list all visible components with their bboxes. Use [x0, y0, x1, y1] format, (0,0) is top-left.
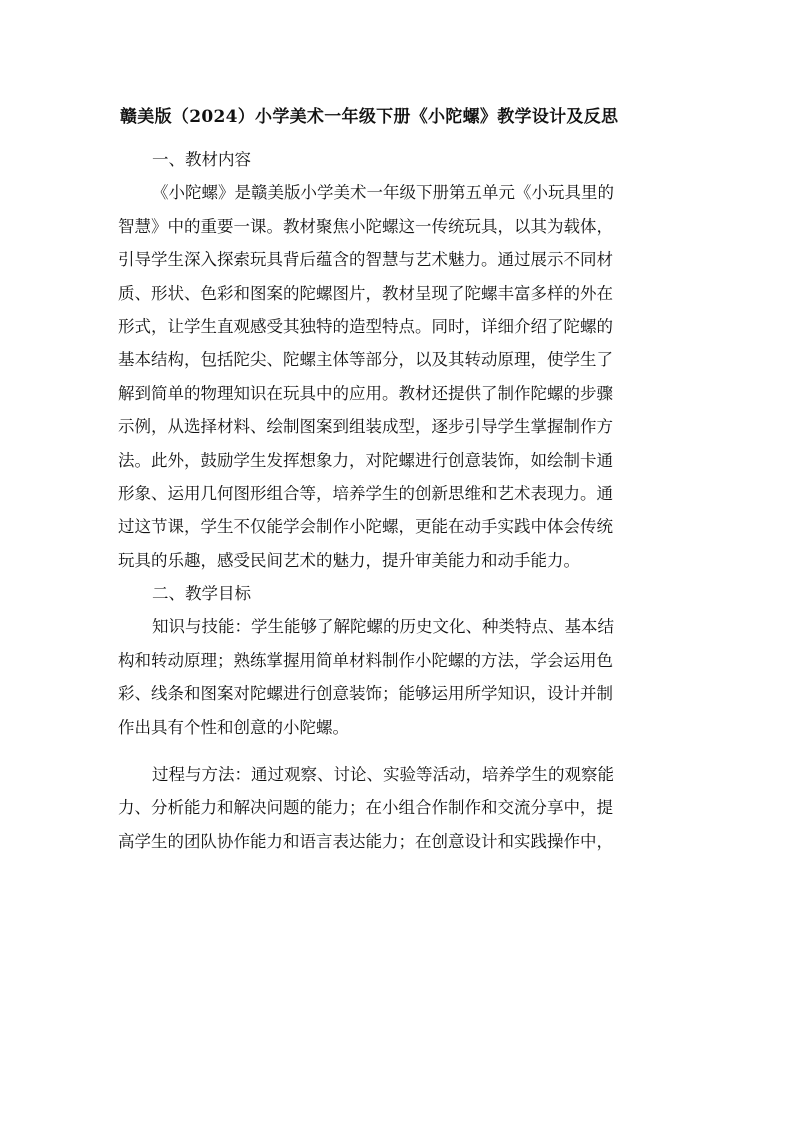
- paragraph-line: 《小陀螺》是赣美版小学美术一年级下册第五单元《小玩具里的: [152, 183, 614, 203]
- paragraph-spacer: [118, 744, 680, 758]
- paragraph-line: 构和转动原理；熟练掌握用简单材料制作小陀螺的方法，学会运用色: [118, 650, 613, 670]
- section-heading-textbook-content: 一、教材内容: [152, 150, 251, 169]
- paragraph-line: 知识与技能：学生能够了解陀螺的历史文化、种类特点、基本结: [152, 617, 614, 637]
- paragraph-line: 过程与方法：通过观察、讨论、实验等活动，培养学生的观察能: [152, 765, 614, 785]
- paragraph-line: 示例，从选择材料、绘制图案到组装成型，逐步引导学生掌握制作方: [118, 417, 613, 437]
- paragraph-line: 基本结构，包括陀尖、陀螺主体等部分，以及其转动原理，使学生了: [118, 350, 613, 370]
- paragraph-line: 过这节课，学生不仅能学会制作小陀螺，更能在动手实践中体会传统: [118, 517, 613, 537]
- textbook-content-paragraph: [118, 176, 680, 577]
- knowledge-skills-paragraph: [118, 610, 680, 744]
- paragraph-line: 引导学生深入探索玩具背后蕴含的智慧与艺术魅力。通过展示不同材: [118, 250, 613, 270]
- paragraph-line: 形式，让学生直观感受其独特的造型特点。同时，详细介绍了陀螺的: [118, 316, 613, 336]
- paragraph-line: 智慧》中的重要一课。教材聚焦小陀螺这一传统玩具，以其为载体，: [118, 216, 613, 236]
- paragraph-line: 解到简单的物理知识在玩具中的应用。教材还提供了制作陀螺的步骤: [118, 383, 613, 403]
- paragraph-line: 高学生的团队协作能力和语言表达能力；在创意设计和实践操作中，: [118, 831, 613, 851]
- paragraph-line: 力、分析能力和解决问题的能力；在小组合作制作和交流分享中，提: [118, 798, 613, 818]
- paragraph-line: 玩具的乐趣，感受民间艺术的魅力，提升审美能力和动手能力。: [118, 550, 580, 570]
- document-body: [118, 143, 680, 858]
- document-title: 赣美版（2024）小学美术一年级下册《小陀螺》教学设计及反思: [120, 107, 619, 127]
- paragraph-line: 彩、线条和图案对陀螺进行创意装饰；能够运用所学知识，设计并制: [118, 684, 613, 704]
- process-method-paragraph: [118, 758, 680, 858]
- section-heading-teaching-goals: 二、教学目标: [152, 584, 251, 604]
- paragraph-line: 作出具有个性和创意的小陀螺。: [118, 717, 349, 737]
- paragraph-line: 形象、运用几何图形组合等，培养学生的创新思维和艺术表现力。通: [118, 483, 613, 503]
- paragraph-line: 法。此外，鼓励学生发挥想象力，对陀螺进行创意装饰，如绘制卡通: [118, 450, 613, 470]
- paragraph-line: 质、形状、色彩和图案的陀螺图片，教材呈现了陀螺丰富多样的外在: [118, 283, 613, 303]
